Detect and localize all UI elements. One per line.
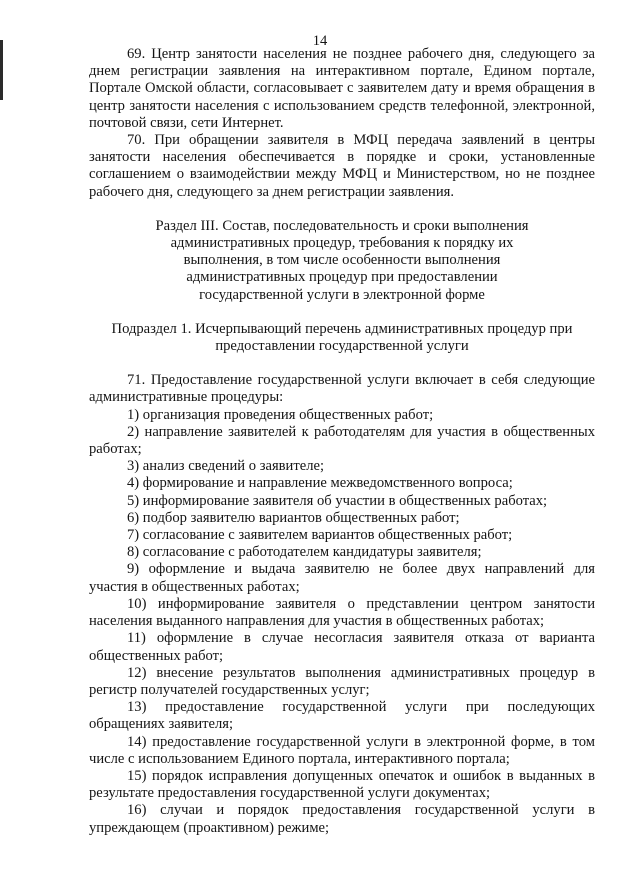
procedure-item-2: 2) направление заявителей к работодателям для участия в общественных работах; [89,423,595,458]
paragraph-70: 70. При обращении заявителя в МФЦ передача заявлений в центры занятости населения обеспечивается в порядке и сроки, установленные соглашением о взаимодействии между МФЦ и Министерством, но не позднее рабочего дня, следующего за днем регистрации заявления. [89,132,595,200]
procedure-item-5: 5) информирование заявителя об участии в общественных работах; [127,492,548,509]
section-heading-line: административных процедур при предоставлении [186,269,498,286]
procedure-item-1: 1) организация проведения общественных работ; [127,406,434,423]
page-number: 14 [312,33,328,49]
section-heading-line: государственной услуги в электронной форме [199,286,485,303]
procedure-item-3: 3) анализ сведений о заявителе; [127,458,325,475]
section-heading [89,218,595,304]
subsection-heading-line: предоставлении государственной услуги [215,338,469,355]
document-body [89,46,595,837]
procedure-item-15: 15) порядок исправления допущенных опечаток и ошибок в выданных в результате предоставления государственной услуги документах; [89,767,595,802]
subsection-heading [89,321,595,355]
procedure-item-4: 4) формирование и направление межведомственного вопроса; [127,475,513,492]
procedure-item-11: 11) оформление в случае несогласия заявителя отказа от варианта общественных работ; [89,630,595,664]
spacer [89,201,595,218]
paragraph-71: 71. Предоставление государственной услуги включает в себя следующие административные процедуры: [89,372,595,406]
subsection-heading-line: Подраздел 1. Исчерпывающий перечень административных процедур при [111,320,573,337]
procedure-item-12: 12) внесение результатов выполнения административных процедур в регистр получателей государственных услуг; [89,664,595,698]
section-heading-line: выполнения, в том числе особенности выполнения [183,252,501,269]
procedure-item-8: 8) согласование с работодателем кандидатуры заявителя; [127,544,482,561]
spacer [89,355,595,372]
procedure-item-7: 7) согласование с заявителем вариантов общественных работ; [127,527,513,544]
procedure-item-13: 13) предоставление государственной услуги при последующих обращениях заявителя; [89,699,595,733]
section-heading-line: административных процедур, требования к порядку их [170,235,514,252]
procedure-item-9: 9) оформление и выдача заявителю не более двух направлений для участия в общественных работах; [89,561,595,595]
procedure-item-6: 6) подбор заявителю вариантов общественных работ; [127,509,460,526]
procedure-item-14: 14) предоставление государственной услуги в электронной форме, в том числе с использованием Единого портала, интерактивного портала; [89,733,595,767]
procedure-item-16: 16) случаи и порядок предоставления государственной услуги в упреждающем (проактивном) режиме; [89,802,595,836]
section-heading-line: Раздел III. Состав, последовательность и сроки выполнения [155,217,529,234]
spacer [89,304,595,321]
paragraph-69: 69. Центр занятости населения не позднее рабочего дня, следующего за днем регистрации заявления на интерактивном портале, Едином портале, Портале Омской области, согласовывает с заявителем дату и время обращения в центр занятости населения с использованием средств телефонной, электронной, почтовой связи, сети Интернет. [89,46,595,131]
procedure-item-10: 10) информирование заявителя о представлении центром занятости населения выданного направления для участия в общественных работах; [89,595,595,630]
